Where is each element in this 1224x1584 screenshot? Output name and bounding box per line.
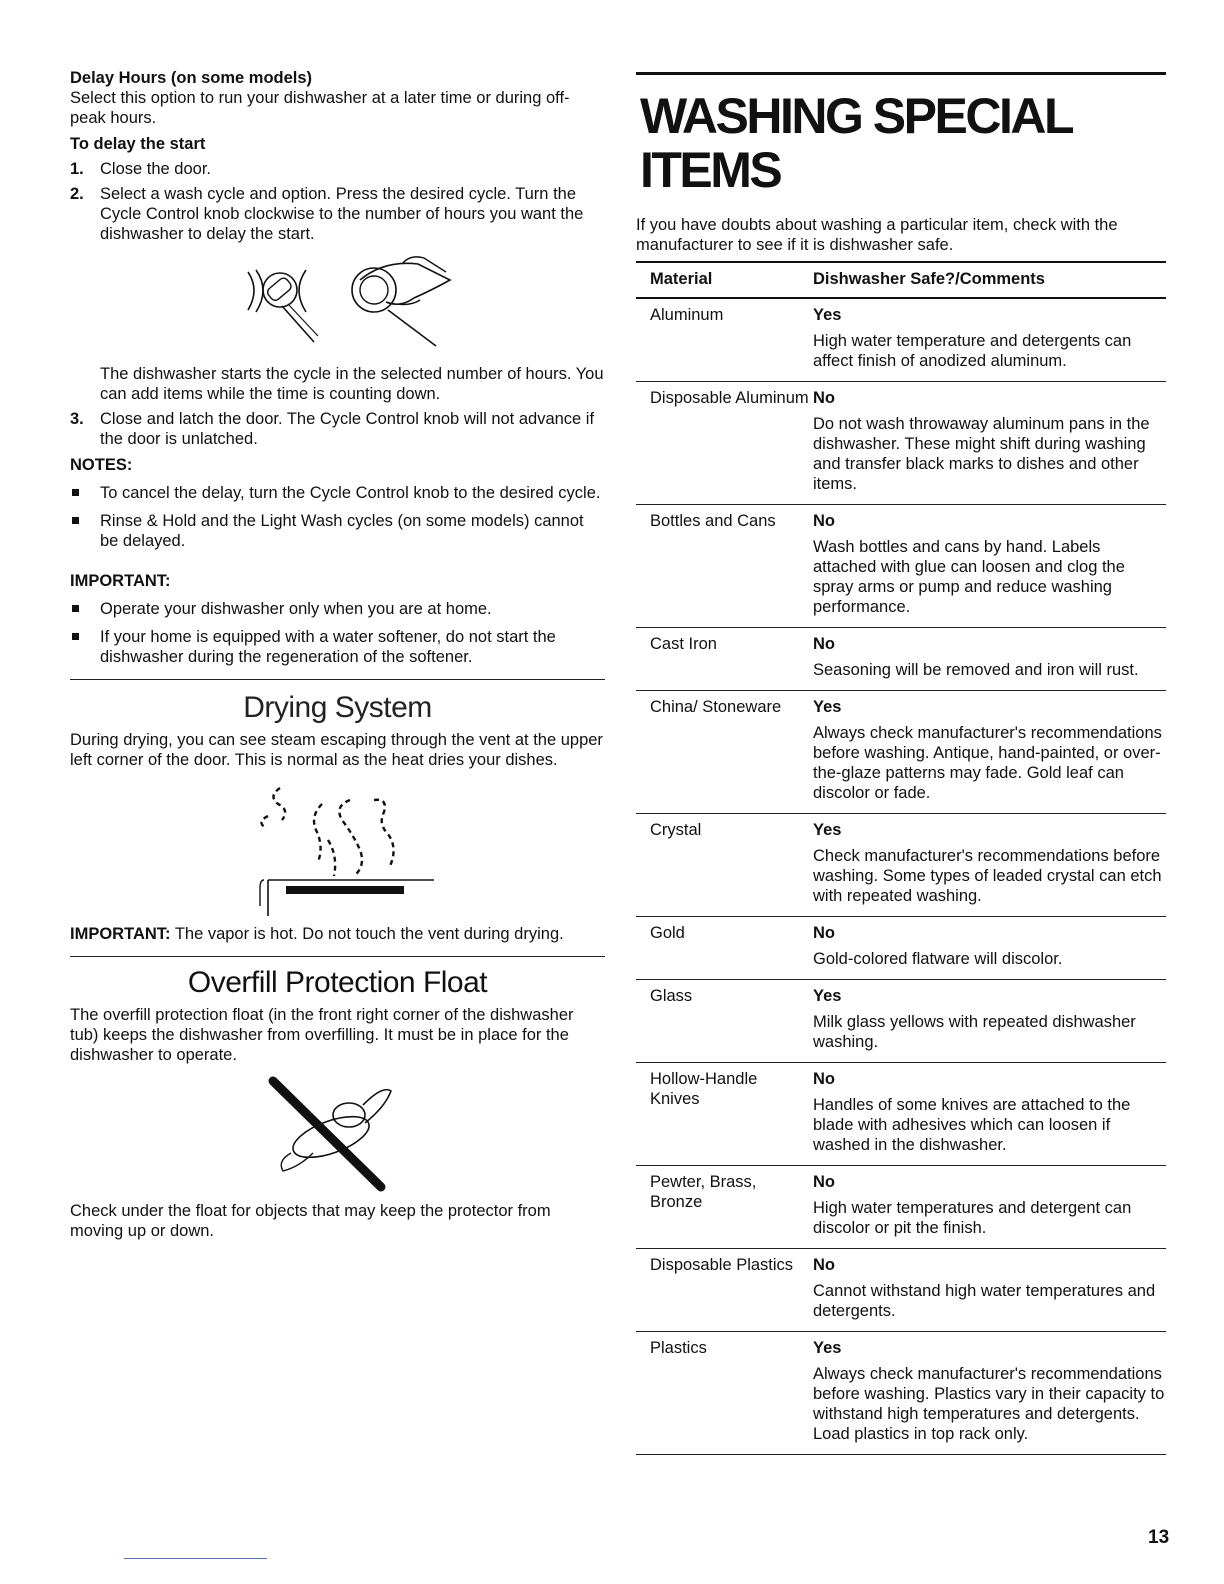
comment-cell xyxy=(811,305,1166,371)
overfill-after-illustration: Check under the float for objects that may keep the protector from moving up or down. xyxy=(70,1202,551,1240)
table-body xyxy=(636,299,1166,1455)
comment-cell xyxy=(811,986,1166,1052)
important-item xyxy=(70,599,605,619)
comment-text: Do not wash throwaway aluminum pans in the dishwasher. These might shift during washing and transfer black marks to dishes and other items. xyxy=(813,415,1150,493)
table-row xyxy=(636,691,1166,814)
important-text: If your home is equipped with a water softener, do not start the dishwasher during the regeneration of the softener. xyxy=(100,628,556,666)
bullet-icon xyxy=(70,627,100,667)
left-column xyxy=(70,68,605,1241)
table-row xyxy=(636,1249,1166,1332)
delay-after-illustration: The dishwasher starts the cycle in the selected number of hours. You can add items while the time is counting down. xyxy=(100,365,604,403)
delay-step-2 xyxy=(70,184,605,244)
comment-text: Gold-colored flatware will discolor. xyxy=(813,950,1063,968)
comment-cell xyxy=(811,697,1166,803)
page-number: 13 xyxy=(1148,1527,1170,1548)
table-row xyxy=(636,917,1166,980)
important-heading: IMPORTANT: xyxy=(70,572,171,590)
comment-text: Seasoning will be removed and iron will rust. xyxy=(813,661,1139,679)
step-text: Select a wash cycle and option. Press the desired cycle. Turn the Cycle Control knob clockwise to the number of hours you want the dishwasher to delay the start. xyxy=(100,185,584,243)
comment-text: Handles of some knives are attached to the blade with adhesives which can loosen if washed in the dishwasher. xyxy=(813,1096,1131,1154)
safe-verdict: Yes xyxy=(813,1339,842,1357)
header-material: Material xyxy=(650,270,713,288)
material-cell: Aluminum xyxy=(650,306,724,324)
note-text: Rinse & Hold and the Light Wash cycles (on some models) cannot be delayed. xyxy=(100,512,584,550)
bullet-icon xyxy=(70,483,100,503)
table-row xyxy=(636,505,1166,628)
comment-text: Milk glass yellows with repeated dishwasher washing. xyxy=(813,1013,1136,1051)
comment-cell xyxy=(811,1172,1166,1238)
comment-text: Always check manufacturer's recommendations before washing. Plastics vary in their capacity to withstand high temperatures and detergents. Load plastics in top rack only. xyxy=(813,1365,1165,1443)
note-text: To cancel the delay, turn the Cycle Control knob to the desired cycle. xyxy=(100,484,601,502)
table-row xyxy=(636,628,1166,691)
material-cell: Disposable Plastics xyxy=(650,1256,794,1274)
safe-verdict: No xyxy=(813,389,835,407)
table-row xyxy=(636,980,1166,1063)
header-comments: Dishwasher Safe?/Comments xyxy=(813,270,1045,288)
comment-cell xyxy=(811,634,1166,680)
drying-body: During drying, you can see steam escaping through the vent at the upper left corner of the door. This is normal as the heat dries your dishes. xyxy=(70,731,603,769)
safe-verdict: Yes xyxy=(813,698,842,716)
step-number: 1. xyxy=(70,160,84,178)
safe-verdict: Yes xyxy=(813,306,842,324)
bullet-icon xyxy=(70,511,100,551)
right-column xyxy=(636,72,1166,1455)
material-cell: Cast Iron xyxy=(650,635,717,653)
drying-important xyxy=(70,924,605,944)
bullet-icon xyxy=(70,599,100,619)
table-row xyxy=(636,1332,1166,1455)
material-cell: Glass xyxy=(650,987,693,1005)
step-number: 3. xyxy=(70,410,84,428)
safe-verdict: No xyxy=(813,1256,835,1274)
notes-heading: NOTES: xyxy=(70,456,133,474)
safe-verdict: Yes xyxy=(813,821,842,839)
table-row xyxy=(636,299,1166,382)
section-divider xyxy=(70,956,605,957)
note-item xyxy=(70,483,605,503)
washing-intro: If you have doubts about washing a particular item, check with the manufacturer to see if it is dishwasher safe. xyxy=(636,216,1118,254)
material-cell: Gold xyxy=(650,924,685,942)
comment-text: Wash bottles and cans by hand. Labels attached with glue can loosen and clog the spray arms or pump and reduce washing performance. xyxy=(813,538,1125,616)
safe-verdict: No xyxy=(813,512,835,530)
safe-verdict: No xyxy=(813,635,835,653)
step-number: 2. xyxy=(70,185,84,203)
comment-text: Cannot withstand high water temperatures and detergents. xyxy=(813,1282,1156,1320)
material-cell: Bottles and Cans xyxy=(650,512,776,530)
material-cell: Pewter, Brass, Bronze xyxy=(650,1173,757,1211)
comment-text: High water temperature and detergents can affect finish of anodized aluminum. xyxy=(813,332,1132,370)
comment-text: High water temperatures and detergent can discolor or pit the finish. xyxy=(813,1199,1132,1237)
washing-title: WASHING SPECIAL ITEMS xyxy=(640,88,1072,198)
table-row xyxy=(636,382,1166,505)
delay-intro: Select this option to run your dishwasher at a later time or during off-peak hours. xyxy=(70,89,570,127)
overfill-float-illustration xyxy=(253,1075,423,1195)
material-cell: China/ Stoneware xyxy=(650,698,782,716)
comment-cell xyxy=(811,1069,1166,1155)
drying-important-text: The vapor is hot. Do not touch the vent during drying. xyxy=(174,925,564,943)
comment-cell xyxy=(811,1255,1166,1321)
comment-cell xyxy=(811,923,1166,969)
overfill-body: The overfill protection float (in the front right corner of the dishwasher tub) keeps the dishwasher from overfilling. It must be in place for the dishwasher to operate. xyxy=(70,1006,574,1064)
section-divider xyxy=(70,679,605,680)
table-row xyxy=(636,1063,1166,1166)
material-cell: Crystal xyxy=(650,821,702,839)
delay-subheading: To delay the start xyxy=(70,135,206,153)
footer-rule xyxy=(124,1558,267,1559)
comment-cell xyxy=(811,1338,1166,1444)
table-header xyxy=(636,261,1166,299)
step-text: Close the door. xyxy=(100,160,211,178)
table-row xyxy=(636,814,1166,917)
material-cell: Hollow-Handle Knives xyxy=(650,1070,758,1108)
comment-text: Check manufacturer's recommendations before washing. Some types of leaded crystal can etch with repeated washing. xyxy=(813,847,1162,905)
safe-verdict: No xyxy=(813,924,835,942)
materials-table xyxy=(636,261,1166,1455)
comment-cell xyxy=(811,388,1166,494)
delay-heading: Delay Hours (on some models) xyxy=(70,69,313,87)
comment-text: Always check manufacturer's recommendations before washing. Antique, hand-painted, or over-the-glaze patterns may fade. Gold leaf can discolor or fade. xyxy=(813,724,1162,802)
table-row xyxy=(636,1166,1166,1249)
material-cell: Disposable Aluminum xyxy=(650,389,809,407)
material-cell: Plastics xyxy=(650,1339,707,1357)
drying-title: Drying System xyxy=(243,691,432,724)
comment-cell xyxy=(811,820,1166,906)
title-rule xyxy=(636,72,1166,75)
important-item xyxy=(70,627,605,667)
note-item xyxy=(70,511,605,551)
safe-verdict: No xyxy=(813,1173,835,1191)
important-text: Operate your dishwasher only when you are at home. xyxy=(100,600,492,618)
safe-verdict: No xyxy=(813,1070,835,1088)
step-text: Close and latch the door. The Cycle Control knob will not advance if the door is unlatched. xyxy=(100,410,595,448)
comment-cell xyxy=(811,511,1166,617)
cycle-knob-illustration xyxy=(188,250,488,360)
overfill-title: Overfill Protection Float xyxy=(187,966,488,999)
delay-step-3 xyxy=(70,409,605,449)
steam-vent-illustration xyxy=(238,776,438,916)
drying-important-label: IMPORTANT: xyxy=(70,925,171,943)
delay-step-1 xyxy=(70,159,605,179)
safe-verdict: Yes xyxy=(813,987,842,1005)
